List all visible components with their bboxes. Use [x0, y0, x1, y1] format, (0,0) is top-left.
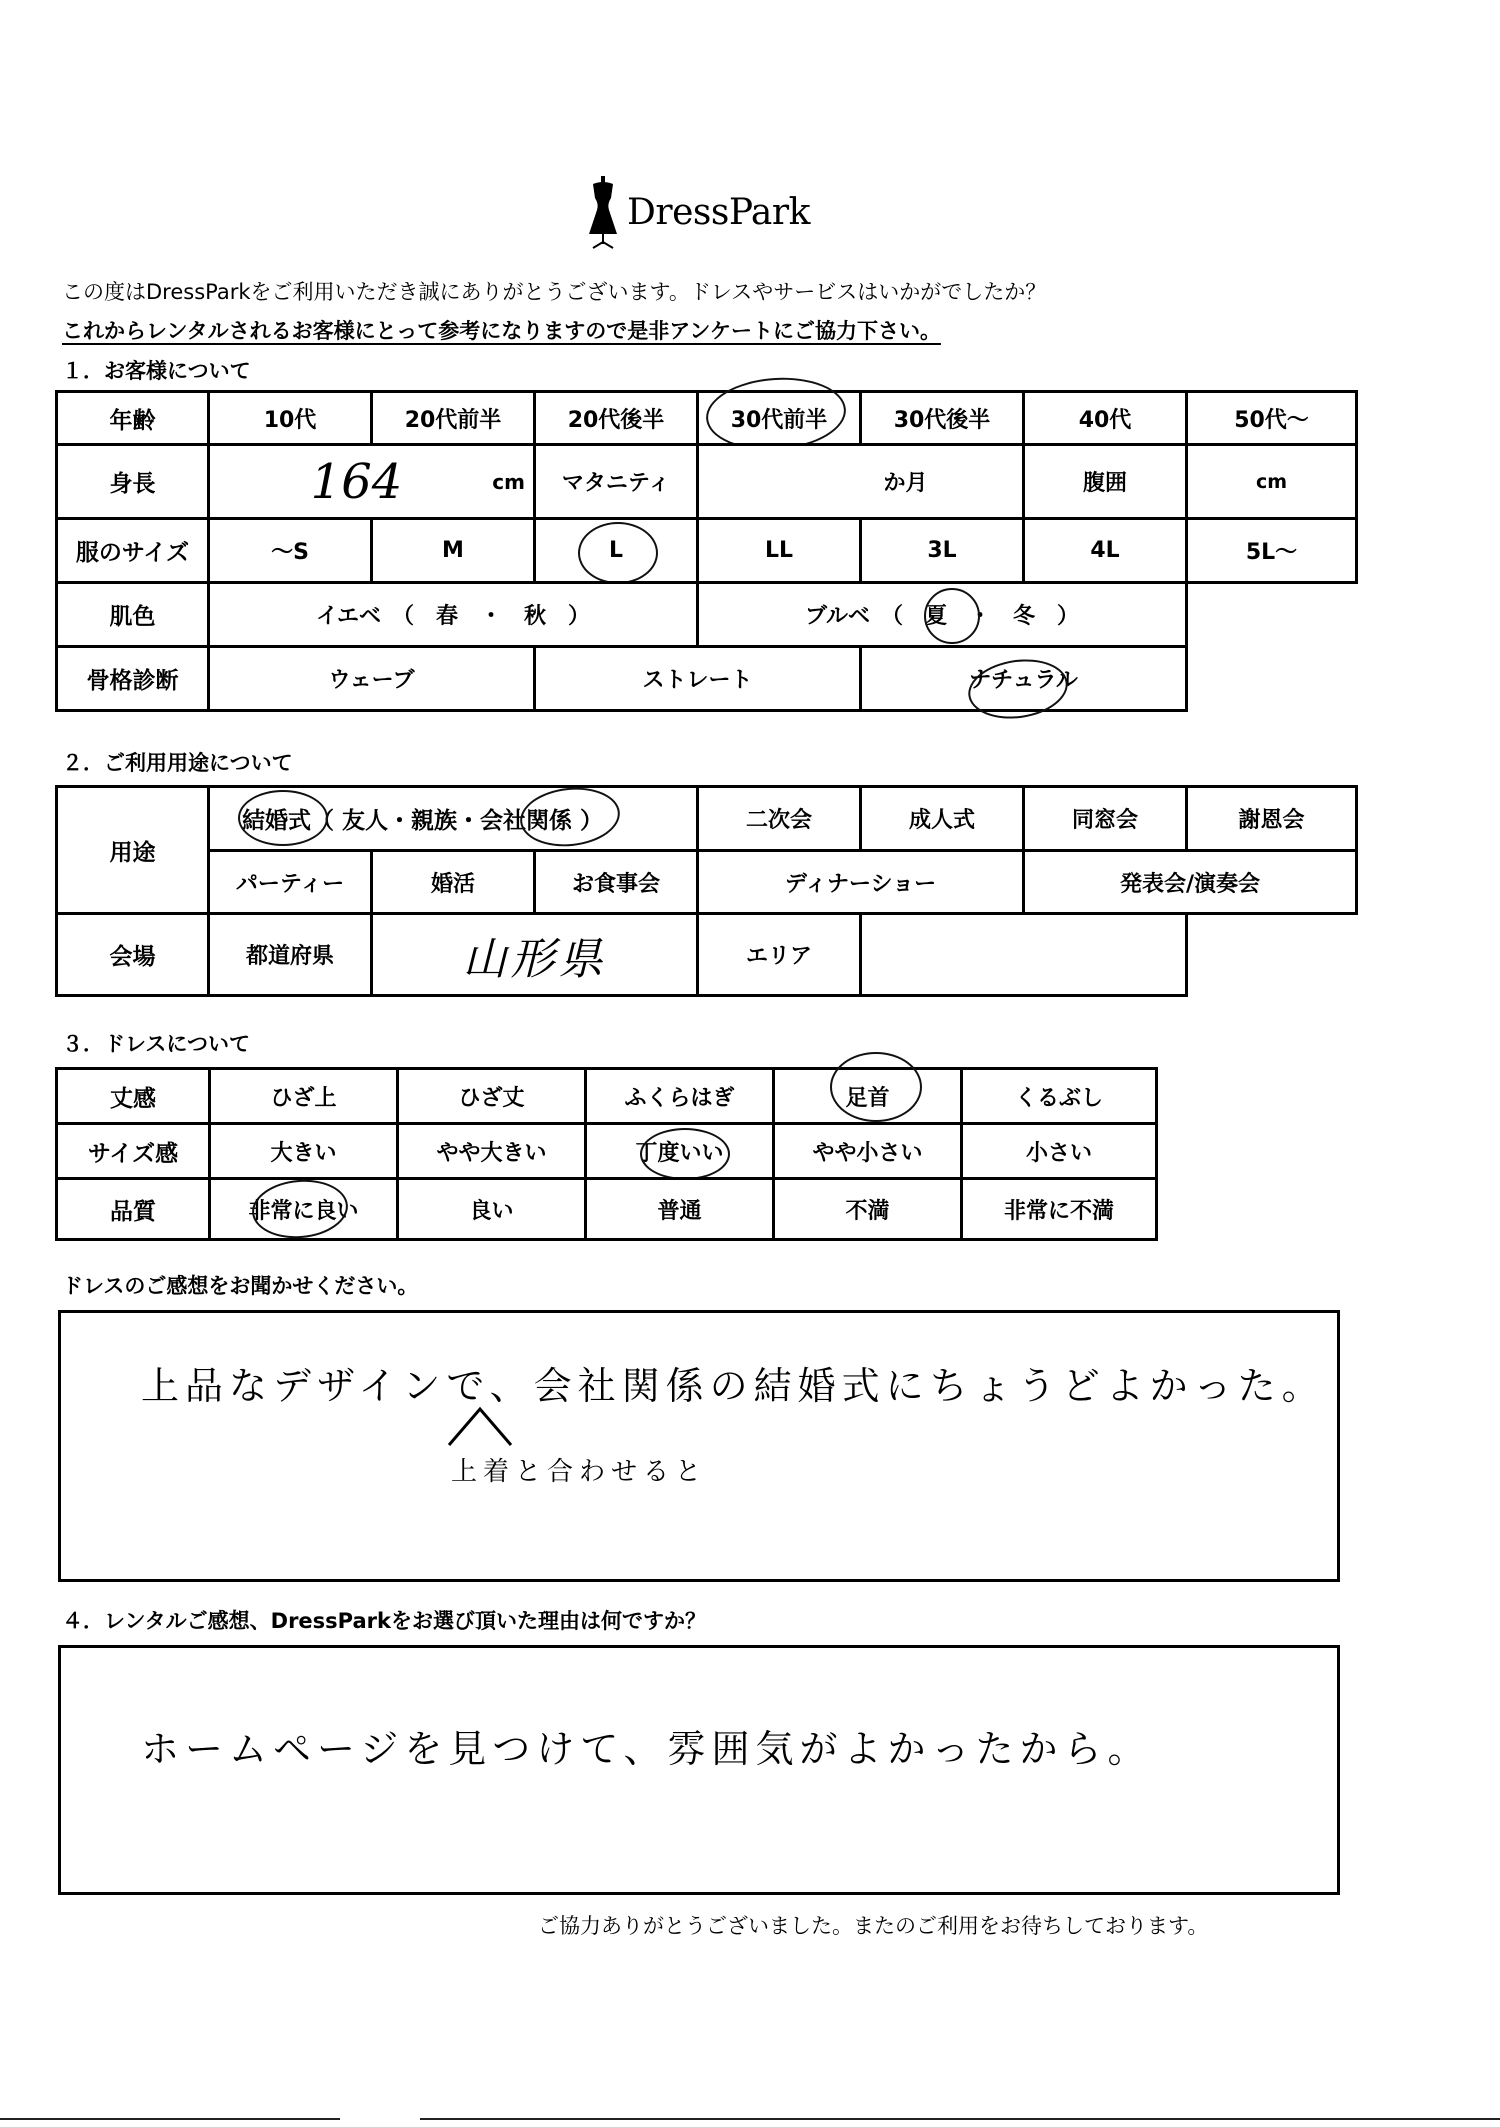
size-option[interactable]: 5L～ — [1185, 517, 1358, 584]
purpose-option[interactable]: ディナーショー — [696, 849, 1025, 915]
height-unit: cm — [492, 469, 525, 494]
age-option-selected[interactable]: 30代前半 — [696, 390, 862, 446]
age-option[interactable]: 20代前半 — [370, 390, 536, 446]
quality-label: 品質 — [55, 1177, 211, 1241]
wedding-option[interactable]: 結婚式（ 友人・親族・会社関係 ） — [207, 785, 699, 852]
purpose-option[interactable]: お食事会 — [533, 849, 699, 915]
purpose-option[interactable]: 謝恩会 — [1185, 785, 1358, 852]
insertion-caret-icon — [445, 1405, 515, 1447]
quality-option[interactable]: 不満 — [772, 1177, 963, 1241]
size-label: 服のサイズ — [55, 517, 210, 584]
purpose-option[interactable]: 二次会 — [696, 785, 862, 852]
purpose-option[interactable]: 発表会/演奏会 — [1022, 849, 1358, 915]
section4-title: ４．レンタルご感想、DressParkをお選び頂いた理由は何ですか？ — [62, 1609, 706, 1633]
venue-label: 会場 — [55, 912, 210, 997]
frame-label: 骨格診断 — [55, 645, 210, 712]
waist-field[interactable] — [1185, 443, 1358, 520]
size-option[interactable]: 4L — [1022, 517, 1188, 584]
reason-box[interactable] — [58, 1645, 1340, 1895]
fit-label: サイズ感 — [55, 1122, 211, 1180]
brand-name: DressPark — [627, 191, 810, 233]
size-option[interactable]: ～S — [207, 517, 373, 584]
dress-form-icon — [585, 174, 621, 250]
age-option[interactable]: 20代後半 — [533, 390, 699, 446]
quality-option[interactable]: 良い — [396, 1177, 587, 1241]
prefecture-field[interactable] — [370, 912, 699, 997]
skin-yellow-option[interactable]: イエベ （ 春 ・ 秋 ） — [207, 581, 699, 648]
size-option[interactable]: M — [370, 517, 536, 584]
waist-label: 腹囲 — [1022, 443, 1188, 520]
brand-logo — [585, 172, 810, 252]
purpose-label: 用途 — [55, 785, 210, 915]
purpose-option[interactable]: 成人式 — [859, 785, 1025, 852]
length-option[interactable]: ひざ丈 — [396, 1067, 587, 1125]
age-option[interactable]: 10代 — [207, 390, 373, 446]
scan-edge-line — [420, 2118, 1500, 2120]
age-option[interactable]: 50代～ — [1185, 390, 1358, 446]
size-option-selected[interactable]: L — [533, 517, 699, 584]
age-option[interactable]: 30代後半 — [859, 390, 1025, 446]
length-option[interactable]: くるぶし — [960, 1067, 1158, 1125]
section3-title: ３．ドレスについて — [62, 1032, 250, 1056]
length-option[interactable]: ひざ上 — [208, 1067, 399, 1125]
area-field[interactable] — [859, 912, 1188, 997]
fit-option[interactable]: 小さい — [960, 1122, 1158, 1180]
frame-option[interactable]: ストレート — [533, 645, 862, 712]
age-option[interactable]: 40代 — [1022, 390, 1188, 446]
size-option[interactable]: LL — [696, 517, 862, 584]
skin-label: 肌色 — [55, 581, 210, 648]
section1-title: １．お客様について — [62, 359, 251, 383]
prefecture-label: 都道府県 — [207, 912, 373, 997]
intro-text: この度はDressParkをご利用いただき誠にありがとうございます。ドレスやサービスはいかがでしたか？ — [62, 280, 1047, 304]
purpose-option[interactable]: パーティー — [207, 849, 373, 915]
maternity-unit: か月 — [883, 471, 928, 496]
fit-option-selected[interactable]: 丁度いい — [584, 1122, 775, 1180]
length-option-selected[interactable]: 足首 — [772, 1067, 963, 1125]
prefecture-value: 山形県 — [462, 933, 607, 985]
footer-thanks: ご協力ありがとうございました。またのご利用をお待ちしております。 — [538, 1914, 1209, 1938]
maternity-label: マタニティ — [533, 443, 699, 520]
height-field[interactable] — [207, 443, 536, 520]
impression-insert: 上着と合わせると — [451, 1457, 708, 1487]
quality-option[interactable]: 非常に不満 — [960, 1177, 1158, 1241]
fit-option[interactable]: やや小さい — [772, 1122, 963, 1180]
fit-option[interactable]: やや大きい — [396, 1122, 587, 1180]
height-label: 身長 — [55, 443, 210, 520]
maternity-field[interactable] — [696, 443, 1025, 520]
impression-text: 上品なデザインで、会社関係の結婚式にちょうどよかった。 — [141, 1364, 1326, 1408]
size-option[interactable]: 3L — [859, 517, 1025, 584]
skin-blue-option[interactable]: ブルベ （ 夏 ・ 冬 ） — [696, 581, 1188, 648]
fit-option[interactable]: 大きい — [208, 1122, 399, 1180]
impression-box[interactable] — [58, 1310, 1340, 1582]
frame-option-selected[interactable]: ナチュラル — [859, 645, 1188, 712]
quality-option[interactable]: 普通 — [584, 1177, 775, 1241]
waist-unit: cm — [1255, 470, 1288, 493]
impression-prompt: ドレスのご感想をお聞かせください。 — [62, 1274, 419, 1298]
purpose-option[interactable]: 婚活 — [370, 849, 536, 915]
scan-edge-line — [0, 2118, 340, 2120]
reason-text: ホームページを見つけて、雰囲気がよかったから。 — [141, 1727, 1152, 1771]
length-label: 丈感 — [55, 1067, 211, 1125]
purpose-option[interactable]: 同窓会 — [1022, 785, 1188, 852]
age-label: 年齢 — [55, 390, 210, 446]
intro-request: これからレンタルされるお客様にとって参考になりますので是非アンケートにご協力下さい。 — [62, 319, 941, 343]
height-value: 164 — [310, 453, 403, 510]
length-option[interactable]: ふくらはぎ — [584, 1067, 775, 1125]
area-label: エリア — [696, 912, 862, 997]
section2-title: ２．ご利用用途について — [62, 751, 293, 775]
frame-option[interactable]: ウェーブ — [207, 645, 536, 712]
quality-option-selected[interactable]: 非常に良い — [208, 1177, 399, 1241]
